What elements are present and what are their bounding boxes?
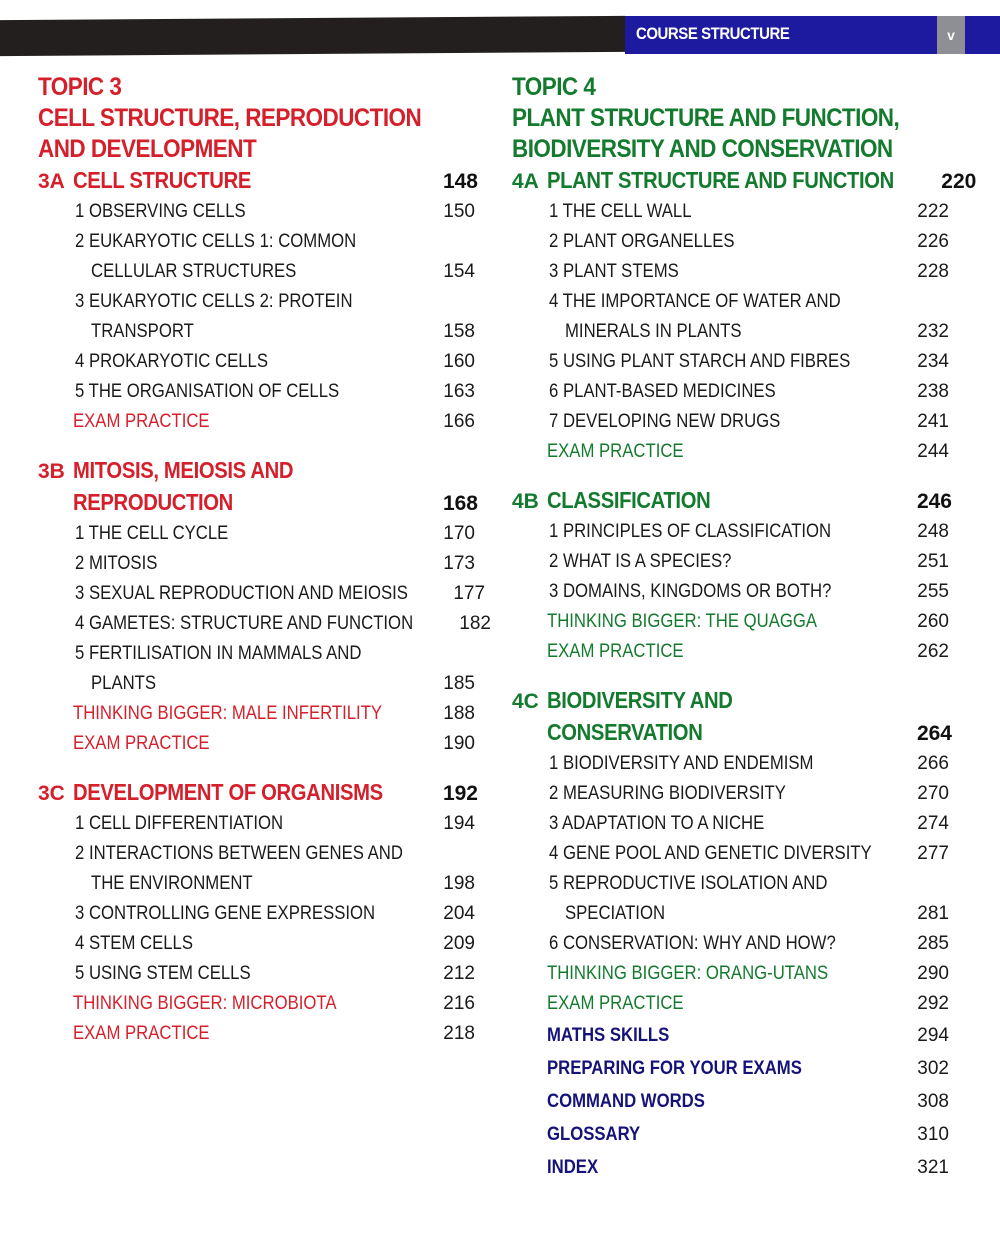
toc-thinking-bigger[interactable] [38,699,478,729]
toc-item[interactable] [38,959,478,989]
toc-item-page: 158 [443,321,475,342]
toc-back-label: GLOSSARY [547,1124,641,1145]
toc-item-page: 194 [443,813,475,834]
toc-section-3a[interactable] [38,165,478,197]
running-header [0,16,1000,56]
toc-item-label: 3 CONTROLLING GENE EXPRESSION [75,903,376,924]
toc-item-page: 188 [443,703,475,724]
toc-item[interactable] [512,809,952,839]
spacer [512,667,952,685]
header-dark-band [0,16,625,56]
toc-extra-label: THINKING BIGGER: MALE INFERTILITY [73,703,383,724]
toc-command-words[interactable] [512,1085,952,1118]
spacer [38,759,478,777]
toc-section-3b-continued[interactable] [38,487,478,519]
section-code: 4A [512,170,539,193]
toc-exam-practice[interactable] [38,729,478,759]
toc-exam-practice[interactable] [512,437,952,467]
toc-item-page: 241 [917,411,949,432]
toc-item-page: 281 [917,903,949,924]
toc-item-label: 2 WHAT IS A SPECIES? [549,551,732,572]
toc-item-label: 5 USING STEM CELLS [75,963,251,984]
toc-preparing-for-exams[interactable] [512,1052,952,1085]
toc-item-page: 154 [443,261,475,282]
toc-item-label: 1 CELL DIFFERENTIATION [75,813,284,834]
section-title: CELL STRUCTURE [73,167,251,193]
toc-extra-label: EXAM PRACTICE [73,733,210,754]
toc-item-page: 198 [443,873,475,894]
spacer [512,467,952,485]
toc-item-page: 185 [443,673,475,694]
section-page: 168 [442,492,478,515]
section-page: 148 [442,170,478,193]
section-code: 3C [38,782,65,805]
toc-item-page: 190 [443,733,475,754]
topic-3-title-line2: AND DEVELOPMENT [38,135,257,163]
toc-item-page: 166 [443,411,475,432]
toc-item-page: 255 [917,581,949,602]
toc-maths-skills[interactable] [512,1019,952,1052]
toc-item-label: 1 BIODIVERSITY AND ENDEMISM [549,753,814,774]
toc-glossary[interactable] [512,1118,952,1151]
toc-item-continued[interactable] [512,899,952,929]
section-title: PLANT STRUCTURE AND FUNCTION [547,167,894,193]
toc-item-continued[interactable] [38,317,478,347]
section-code: 3B [38,460,65,483]
toc-item-page: 308 [917,1091,949,1112]
toc-item-label: 5 REPRODUCTIVE ISOLATION AND [549,873,828,894]
toc-item[interactable] [38,639,478,669]
toc-item[interactable] [512,407,952,437]
toc-item-page: 285 [917,933,949,954]
toc-item[interactable] [38,519,478,549]
toc-item[interactable] [38,549,478,579]
toc-item-label: 5 USING PLANT STARCH AND FIBRES [549,351,851,372]
toc-item-page: 292 [917,993,949,1014]
toc-item-label: SPECIATION [565,903,666,924]
toc-item-page: 163 [443,381,475,402]
toc-item-label: THE ENVIRONMENT [91,873,253,894]
toc-item[interactable] [38,377,478,407]
topic-4-title-line2: BIODIVERSITY AND CONSERVATION [512,135,893,163]
toc-item-page: 274 [917,813,949,834]
toc-index[interactable] [512,1151,952,1184]
toc-item-page: 310 [917,1124,949,1145]
toc-extra-label: EXAM PRACTICE [73,1023,210,1044]
toc-extra-label: EXAM PRACTICE [547,993,684,1014]
toc-section-4b[interactable] [512,485,952,517]
toc-item-label: 7 DEVELOPING NEW DRUGS [549,411,781,432]
toc-item[interactable] [512,869,952,899]
section-page: 192 [442,782,478,805]
topic-3-title-line1: CELL STRUCTURE, REPRODUCTION [38,104,422,132]
section-code: 3A [38,170,65,193]
toc-item[interactable] [38,347,478,377]
section-code: 4C [512,690,539,713]
toc-item-label: 2 PLANT ORGANELLES [549,231,735,252]
toc-item-label: MINERALS IN PLANTS [565,321,742,342]
toc-item-page: 204 [443,903,475,924]
toc-item-label: 2 MITOSIS [75,553,158,574]
toc-item-page: 182 [459,613,491,634]
toc-item-page: 262 [917,641,949,662]
toc-item-label: 4 PROKARYOTIC CELLS [75,351,268,372]
toc-item-label: 2 EUKARYOTIC CELLS 1: COMMON [75,231,357,252]
toc-item-page: 266 [917,753,949,774]
toc-back-label: COMMAND WORDS [547,1091,705,1112]
toc-item-page: 212 [443,963,475,984]
toc-item-page: 150 [443,201,475,222]
toc-item-label: 3 PLANT STEMS [549,261,679,282]
toc-item-page: 244 [917,441,949,462]
toc-item-label: 4 STEM CELLS [75,933,194,954]
section-title: CONSERVATION [547,719,703,745]
toc-section-4a[interactable] [512,165,977,197]
toc-item-label: 4 GENE POOL AND GENETIC DIVERSITY [549,843,872,864]
toc-extra-label: THINKING BIGGER: THE QUAGGA [547,611,818,632]
toc-back-label: MATHS SKILLS [547,1025,670,1046]
toc-item-page: 270 [917,783,949,804]
toc-back-label: PREPARING FOR YOUR EXAMS [547,1058,802,1079]
toc-thinking-bigger[interactable] [512,607,952,637]
toc-item-page: 302 [917,1058,949,1079]
toc-item-page: 248 [917,521,949,542]
toc-item-label: 1 THE CELL WALL [549,201,692,222]
toc-item[interactable] [512,517,952,547]
section-code: 4B [512,490,539,513]
toc-item-label: 4 THE IMPORTANCE OF WATER AND [549,291,841,312]
toc-item-page: 232 [917,321,949,342]
topic-3-column [38,72,491,1049]
toc-item-page: 173 [443,553,475,574]
running-header-title: COURSE STRUCTURE [636,24,790,43]
toc-item-label: 6 CONSERVATION: WHY AND HOW? [549,933,836,954]
toc-item[interactable] [38,287,478,317]
toc-item-label: 2 MEASURING BIODIVERSITY [549,783,786,804]
toc-item[interactable] [38,899,478,929]
toc-item-page: 170 [443,523,475,544]
topic-4-column [512,72,977,1184]
toc-exam-practice[interactable] [38,407,478,437]
toc-item-page: 251 [917,551,949,572]
toc-item-label: 3 ADAPTATION TO A NICHE [549,813,765,834]
toc-item[interactable] [38,839,478,869]
section-title: BIODIVERSITY AND [547,687,733,713]
toc-item-label: PLANTS [91,673,157,694]
toc-extra-label: EXAM PRACTICE [547,641,684,662]
toc-item[interactable] [512,547,952,577]
toc-item[interactable] [512,287,952,317]
toc-item-label: 5 THE ORGANISATION OF CELLS [75,381,340,402]
toc-item-label: 5 FERTILISATION IN MAMMALS AND [75,643,362,664]
toc-thinking-bigger[interactable] [38,989,478,1019]
toc-item[interactable] [512,577,952,607]
toc-item[interactable] [512,197,952,227]
toc-extra-label: EXAM PRACTICE [547,441,684,462]
toc-item-page: 290 [917,963,949,984]
toc-item-page: 234 [917,351,949,372]
toc-item[interactable] [512,749,952,779]
toc-item-continued[interactable] [38,669,478,699]
section-page: 264 [916,722,952,745]
toc-item-label: 3 EUKARYOTIC CELLS 2: PROTEIN [75,291,353,312]
spacer [38,437,478,455]
toc-item[interactable] [38,609,491,639]
section-page: 246 [916,490,952,513]
toc-item-label: 1 THE CELL CYCLE [75,523,229,544]
section-title: CLASSIFICATION [547,487,711,513]
toc-item-page: 321 [917,1157,949,1178]
toc-extra-label: THINKING BIGGER: ORANG-UTANS [547,963,829,984]
toc-item-page: 226 [917,231,949,252]
toc-item-label: 1 OBSERVING CELLS [75,201,246,222]
topic-4-title-line1: PLANT STRUCTURE AND FUNCTION, [512,104,900,132]
toc-item[interactable] [512,929,952,959]
section-title: DEVELOPMENT OF ORGANISMS [73,779,383,805]
toc-exam-practice[interactable] [512,989,952,1019]
toc-item-continued[interactable] [38,257,478,287]
toc-item-continued[interactable] [38,869,478,899]
toc-item-label: TRANSPORT [91,321,194,342]
toc-item[interactable] [512,839,952,869]
toc-exam-practice[interactable] [512,637,952,667]
toc-section-3c[interactable] [38,777,478,809]
toc-item-page: 277 [917,843,949,864]
toc-item-label: 2 INTERACTIONS BETWEEN GENES AND [75,843,403,864]
toc-item[interactable] [512,377,952,407]
toc-item-page: 216 [443,993,475,1014]
toc-item[interactable] [512,779,952,809]
toc-item-continued[interactable] [512,317,952,347]
toc-item[interactable] [38,227,478,257]
toc-item[interactable] [38,579,486,609]
toc-item-page: 238 [917,381,949,402]
section-title: REPRODUCTION [73,489,233,515]
topic-4-label: TOPIC 4 [512,73,596,101]
toc-item-label: CELLULAR STRUCTURES [91,261,297,282]
toc-section-4c[interactable] [512,685,952,717]
toc-item[interactable] [512,347,952,377]
section-title: MITOSIS, MEIOSIS AND [73,457,294,483]
toc-item-page: 222 [917,201,949,222]
toc-item-page: 160 [443,351,475,372]
toc-item-label: 1 PRINCIPLES OF CLASSIFICATION [549,521,832,542]
toc-back-label: INDEX [547,1157,599,1178]
toc-item-label: 4 GAMETES: STRUCTURE AND FUNCTION [75,613,414,634]
toc-item-page: 177 [453,583,486,604]
toc-section-3b[interactable] [38,455,478,487]
toc-item-label: 6 PLANT-BASED MEDICINES [549,381,776,402]
toc-item-page: 228 [917,261,949,282]
toc-extra-label: THINKING BIGGER: MICROBIOTA [73,993,337,1014]
toc-item-label: 3 SEXUAL REPRODUCTION AND MEIOSIS [75,583,408,604]
toc-item[interactable] [512,227,952,257]
toc-section-4c-continued[interactable] [512,717,952,749]
toc-item[interactable] [512,257,952,287]
toc-item[interactable] [38,197,478,227]
toc-extra-label: EXAM PRACTICE [73,411,210,432]
toc-item-page: 209 [443,933,475,954]
toc-item[interactable] [38,929,478,959]
toc-item-page: 294 [917,1025,949,1046]
page-number-tab: v [937,16,965,54]
section-page: 220 [941,170,977,193]
toc-item-page: 218 [443,1023,475,1044]
toc-thinking-bigger[interactable] [512,959,952,989]
toc-exam-practice[interactable] [38,1019,478,1049]
toc-item[interactable] [38,809,478,839]
topic-3-label: TOPIC 3 [38,73,122,101]
toc-item-label: 3 DOMAINS, KINGDOMS OR BOTH? [549,581,832,602]
toc-item-page: 260 [917,611,949,632]
